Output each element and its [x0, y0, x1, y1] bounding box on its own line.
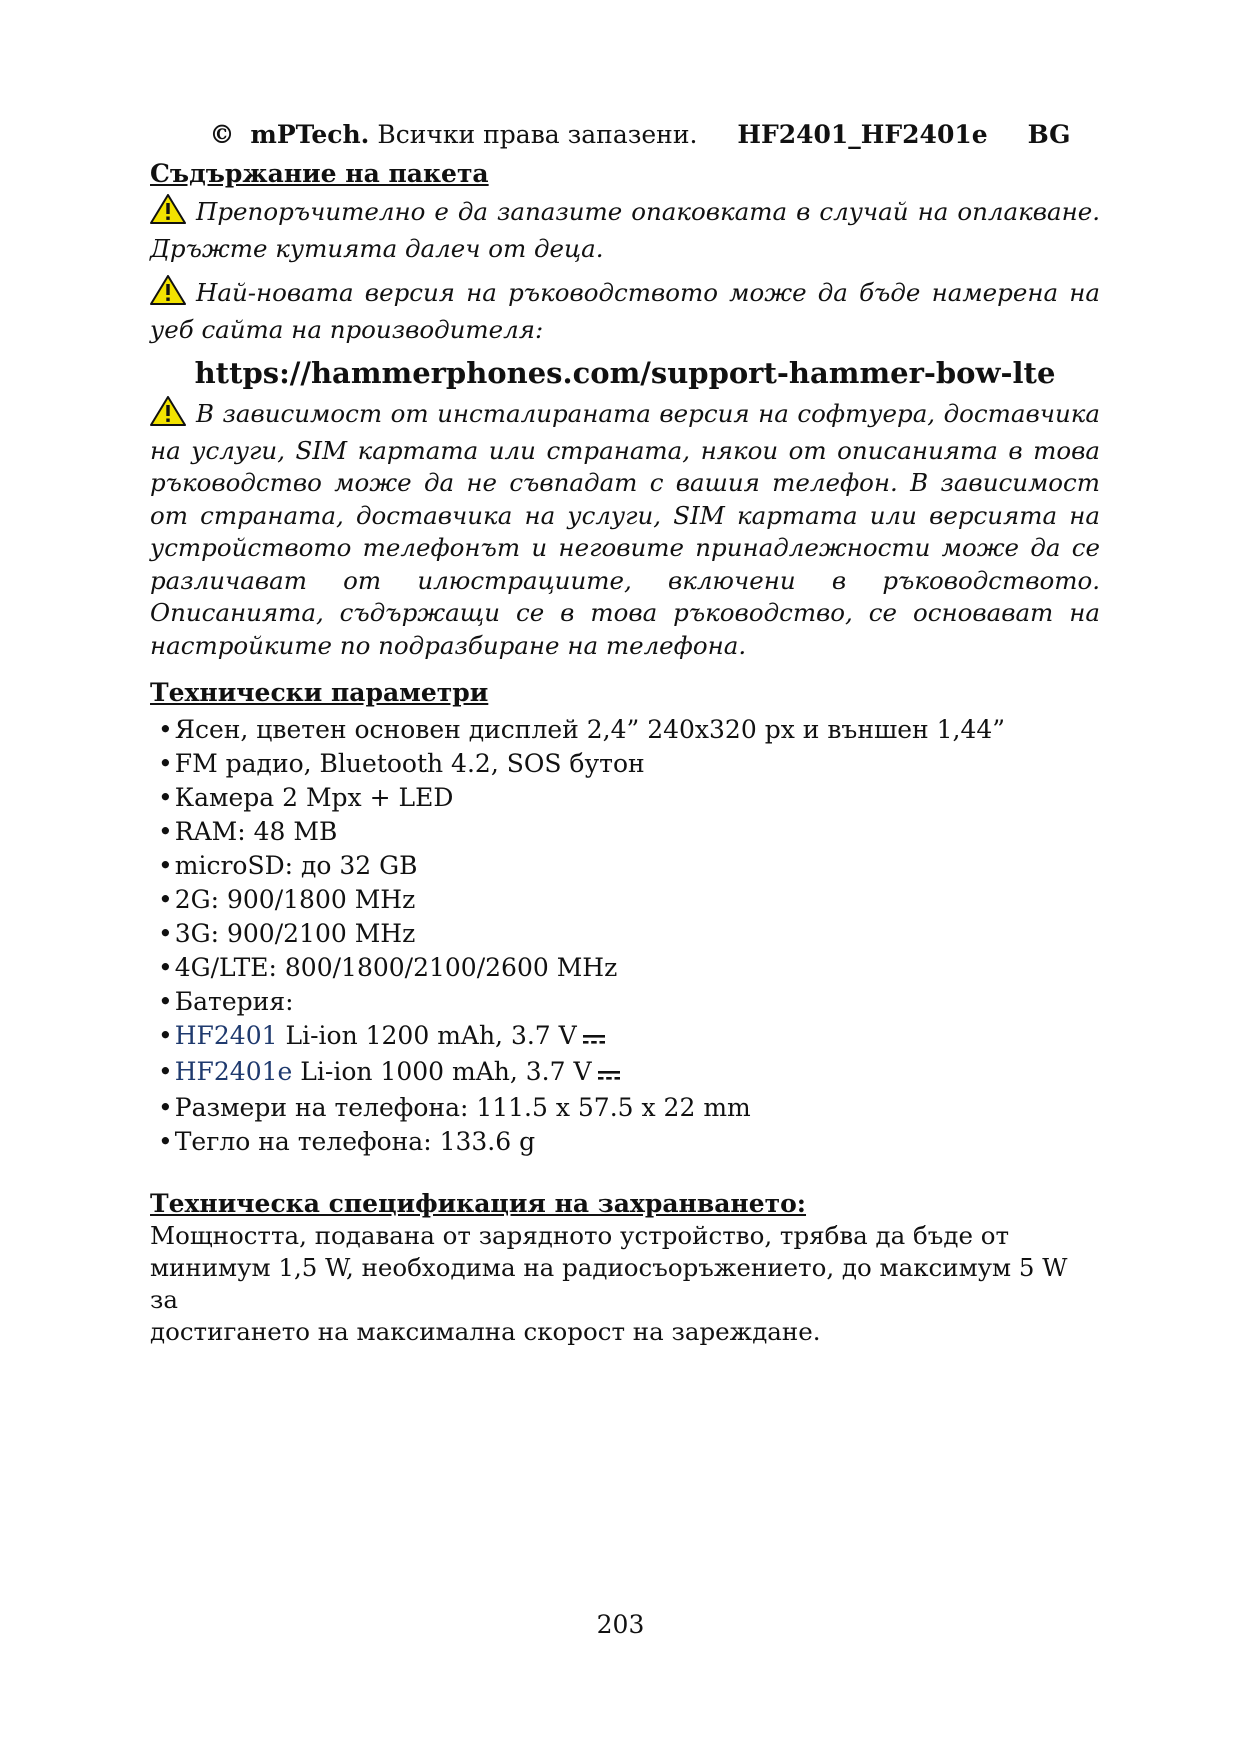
list-item: •Камера 2 Mpx + LED	[158, 783, 454, 812]
power-line-2: минимум 1,5 W, необходима на радиосъоръжението, до максимум 5 W за	[150, 1253, 1068, 1314]
battery-spec: Li-ion 1200 mAh, 3.7 V	[285, 1021, 577, 1050]
warning-triangle-icon	[150, 396, 186, 435]
disclaimer-text: В зависимост от инсталираната версия на софтуера, доставчика на услуги, SIM картата или страната, някои от описанията в това ръководство може да не съвпадат с вашия телефон. В зависимост от страната, доставчика на услуги, SIM картата или версията на устройството телефонът и неговите принадлежности може да се различават от илюстрациите, включени в ръководството. Описанията, съдържащи се в това ръководство, се основават на настройките по подразбиране на телефона.	[150, 399, 1100, 660]
list-item: •microSD: до 32 GB	[158, 851, 418, 880]
warning-triangle-icon	[150, 194, 186, 233]
support-url-link[interactable]: https://hammerphones.com/support-hammer-bow-lte	[194, 356, 1056, 390]
warning-text-1: Препоръчително е да запазите опаковката в случай на оплакване. Дръжте кутията далеч от деца.	[150, 197, 1100, 263]
warning-latest-manual	[150, 275, 1100, 346]
warning-keep-packaging	[150, 194, 1100, 265]
page-number: 203	[596, 1610, 645, 1639]
document-page	[150, 120, 1100, 1348]
battery-spec: Li-ion 1000 mAh, 3.7 V	[300, 1057, 592, 1086]
battery-item-hf2401e: •HF2401e Li-ion 1000 mAh, 3.7 V	[158, 1055, 1100, 1091]
company-name: mPTech.	[250, 120, 370, 149]
package-section-title: Съдържание на пакета	[150, 159, 489, 188]
dc-current-icon	[598, 1057, 620, 1091]
battery-model: HF2401e	[174, 1057, 293, 1086]
list-item: •Батерия:	[158, 987, 294, 1016]
warning-text-2: Най-новата версия на ръководството може да бъде намерена на уеб сайта на производителя:	[150, 278, 1100, 344]
language-code: BG	[1027, 120, 1071, 149]
model-code: HF2401_HF2401e	[737, 120, 988, 149]
dc-current-icon	[583, 1021, 605, 1055]
warning-triangle-icon	[150, 275, 186, 314]
list-item: •2G: 900/1800 MHz	[158, 885, 416, 914]
list-item: •4G/LTE: 800/1800/2100/2600 MHz	[158, 953, 618, 982]
rights-text: Всички права запазени.	[377, 120, 698, 149]
power-spec-text	[150, 1220, 1100, 1348]
page-header	[180, 120, 1100, 149]
power-section-title: Техническа спецификация на захранването:	[150, 1189, 807, 1218]
list-item: •RAM: 48 MB	[158, 817, 338, 846]
list-item: •Размери на телефона: 111.5 x 57.5 x 22 mm	[158, 1093, 751, 1122]
battery-item-hf2401: •HF2401 Li-ion 1200 mAh, 3.7 V	[158, 1019, 1100, 1055]
list-item: •Ясен, цветен основен дисплей 2,4” 240x320 px и външен 1,44”	[158, 715, 1006, 744]
power-line-3: достигането на максимална скорост на зареждане.	[150, 1317, 821, 1346]
spec-list	[158, 713, 1100, 1159]
copyright-symbol: ©	[209, 120, 235, 149]
list-item: •Тегло на телефона: 133.6 g	[158, 1127, 536, 1156]
list-item: •FM радио, Bluetooth 4.2, SOS бутон	[158, 749, 645, 778]
battery-model: HF2401	[174, 1021, 278, 1050]
warning-disclaimer	[150, 396, 1100, 662]
power-line-1: Мощността, подавана от зарядното устройство, трябва да бъде от	[150, 1221, 1010, 1250]
list-item: •3G: 900/2100 MHz	[158, 919, 416, 948]
tech-section-title: Технически параметри	[150, 678, 489, 707]
